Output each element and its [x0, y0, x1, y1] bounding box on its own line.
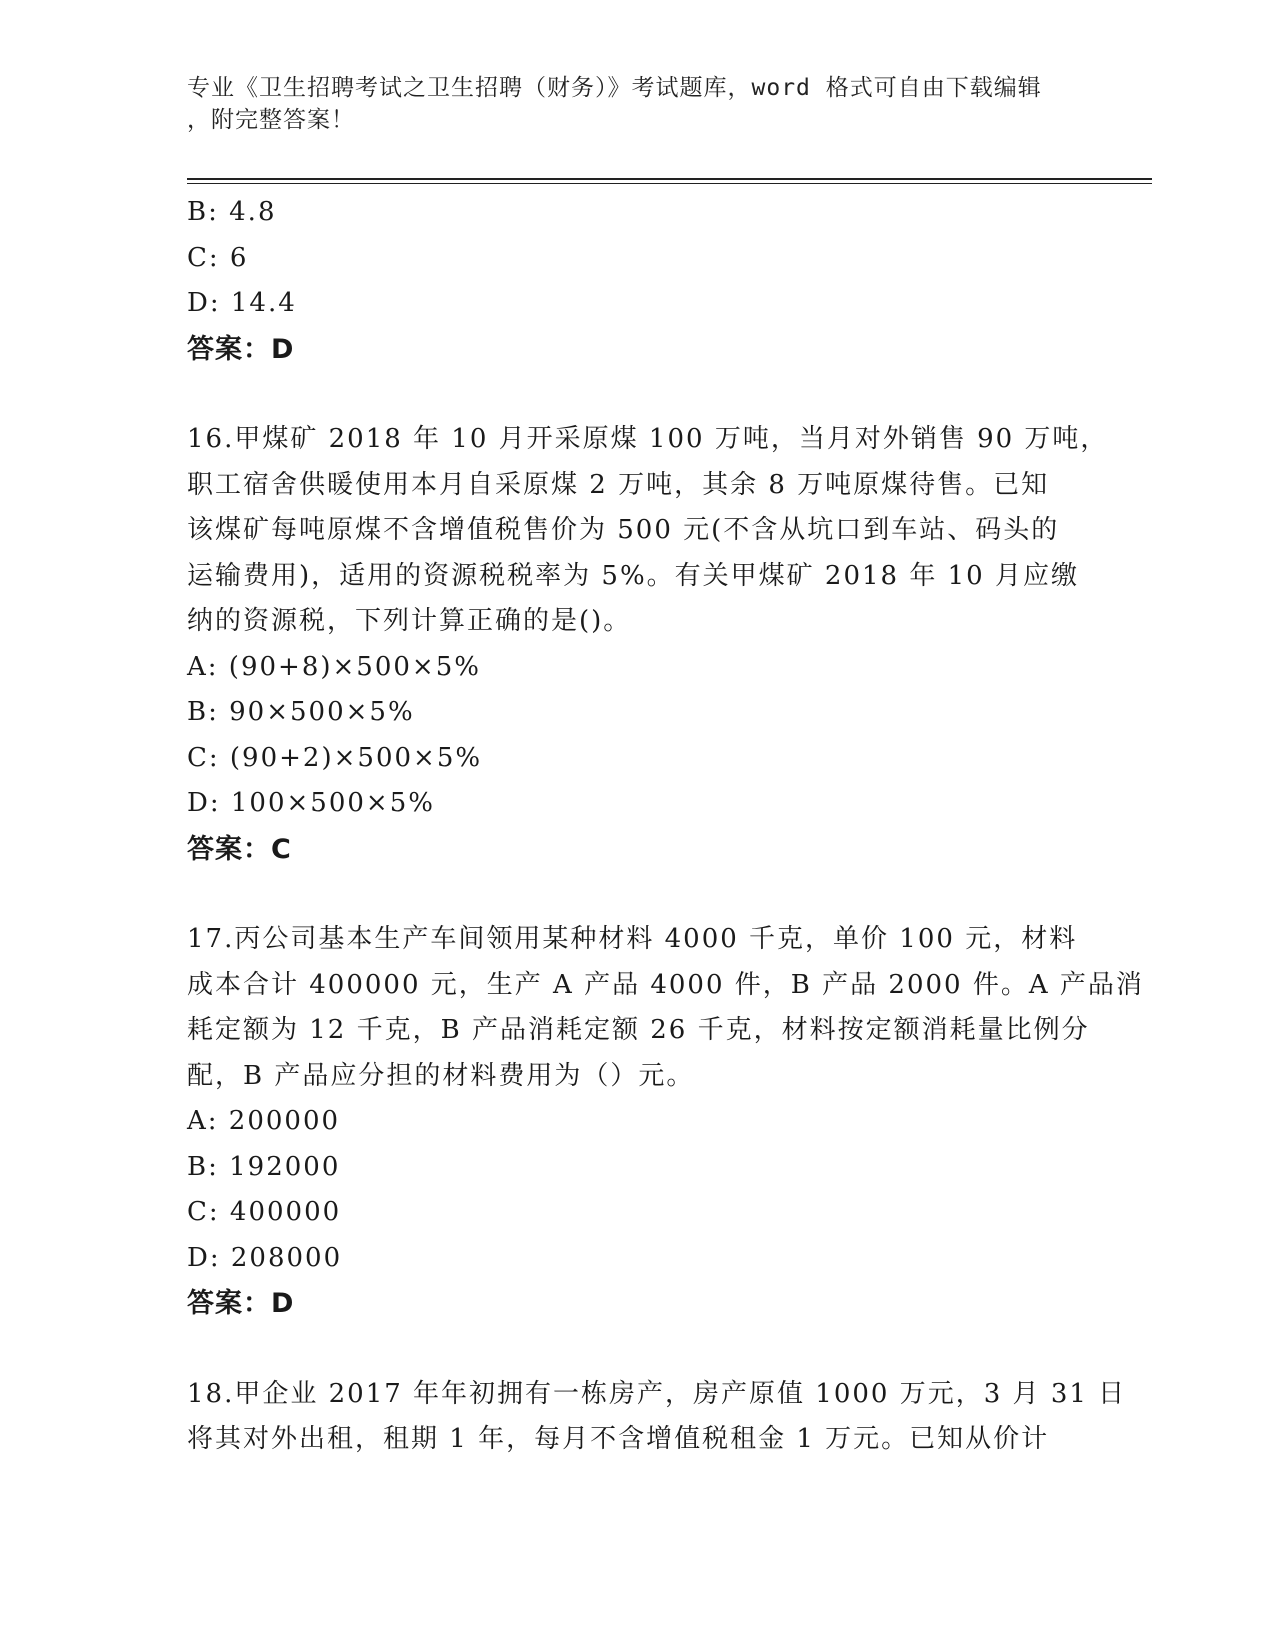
- question-16: [187, 417, 1109, 872]
- option-c: C: 6: [187, 242, 249, 273]
- option-a: A: (90+8)×500×5%: [187, 651, 481, 682]
- question-18: [187, 1372, 1127, 1463]
- option-d: D: 14.4: [187, 288, 297, 318]
- question-text-line: 将其对外出租，租期 1 年，每月不含增值税租金 1 万元。已知从价计: [187, 1424, 1050, 1454]
- answer-label: 答案：C: [187, 833, 292, 865]
- question-text-line: 耗定额为 12 千克，B 产品消耗定额 26 千克，材料按定额消耗量比例分: [187, 1015, 1090, 1045]
- header-divider-thick: [187, 178, 1152, 180]
- header-line-1: 专业《卫生招聘考试之卫生招聘（财务）》考试题库，word 格式可自由下载编辑: [187, 75, 1042, 101]
- document-body: [187, 190, 1144, 1463]
- question-15-tail: [187, 190, 1087, 372]
- option-c: C: (90+2)×500×5%: [187, 742, 483, 773]
- answer-label: 答案：D: [187, 1288, 295, 1319]
- question-text-line: 17.丙公司基本生产车间领用某种材料 4000 千克，单价 100 元，材料: [187, 924, 1078, 954]
- question-text-line: 成本合计 400000 元，生产 A 产品 4000 件，B 产品 2000 件。A 产品消: [187, 969, 1144, 1000]
- document-header: [187, 72, 1087, 136]
- option-d: D: 208000: [187, 1242, 343, 1273]
- answer-label: 答案：D: [187, 333, 295, 365]
- question-text-line: 16.甲煤矿 2018 年 10 月开采原煤 100 万吨，当月对外销售 90 万吨，: [187, 424, 1109, 454]
- question-17: [187, 917, 1144, 1327]
- question-text-line: 配，B 产品应分担的材料费用为（）元。: [187, 1060, 695, 1091]
- option-a: A: 200000: [187, 1106, 341, 1136]
- option-d: D: 100×500×5%: [187, 788, 435, 818]
- spacer: [187, 1327, 1087, 1372]
- question-text-line: 该煤矿每吨原煤不含增值税售价为 500 元(不含从坑口到车站、码头的: [187, 515, 1060, 545]
- header-divider-thin: [187, 183, 1152, 184]
- option-c: C: 400000: [187, 1197, 342, 1227]
- question-text-line: 职工宿舍供暖使用本月自采原煤 2 万吨，其余 8 万吨原煤待售。已知: [187, 469, 1050, 500]
- option-b: B: 192000: [187, 1151, 341, 1182]
- option-b: B: 4.8: [187, 197, 277, 227]
- spacer: [187, 872, 1087, 917]
- option-b: B: 90×500×5%: [187, 697, 415, 727]
- question-text-line: 运输费用)，适用的资源税税率为 5%。有关甲煤矿 2018 年 10 月应缴: [187, 560, 1079, 591]
- question-text-line: 18.甲企业 2017 年年初拥有一栋房产，房产原值 1000 万元，3 月 31 日: [187, 1378, 1127, 1409]
- spacer: [187, 372, 1087, 417]
- question-text-line: 纳的资源税，下列计算正确的是()。: [187, 606, 632, 636]
- header-line-2: ，附完整答案！: [187, 107, 355, 133]
